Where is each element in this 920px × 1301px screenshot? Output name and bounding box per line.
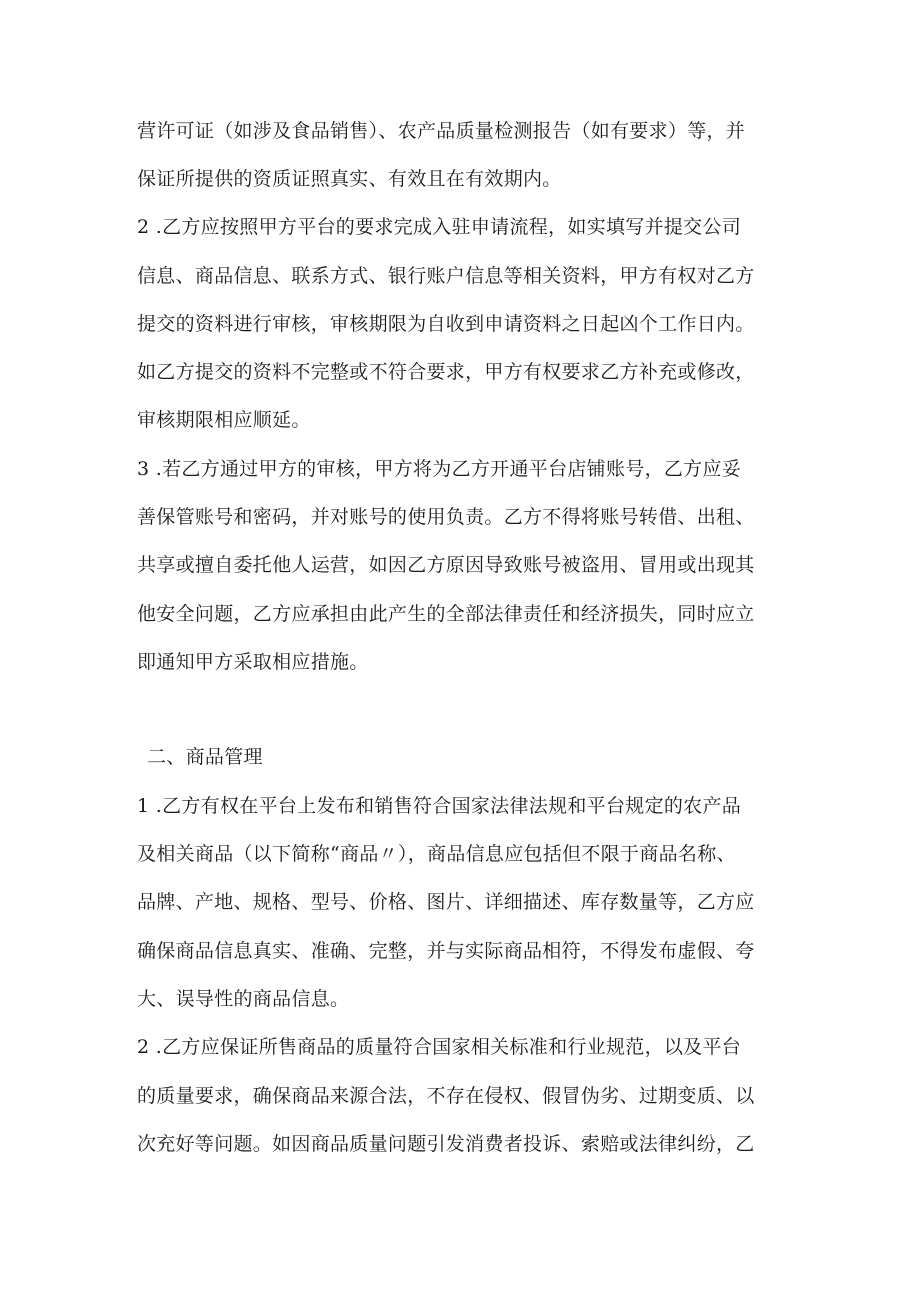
- text-line: 确保商品信息真实、准确、完整，并与实际商品相符，不得发布虚假、夸: [137, 940, 755, 962]
- text-line: 提交的资料进行审核，审核期限为自收到申请资料之日起凶个工作日内。: [137, 313, 755, 335]
- text-line: 2 .乙方应保证所售商品的质量符合国家相关标准和行业规范，以及平台: [137, 1036, 742, 1058]
- text-line: 营许可证（如涉及食品销售）、农产品质量检测报告（如有要求）等，并: [137, 120, 746, 142]
- text-line: 信息、商品信息、联系方式、银行账户信息等相关资料，甲方有权对乙方: [137, 265, 755, 287]
- text-line: 及相关商品（以下简称“商品〃），商品信息应包括但不限于商品名称、: [137, 843, 736, 865]
- text-line: 即通知甲方采取相应措施。: [137, 651, 369, 673]
- text-line: 的质量要求，确保商品来源合法，不存在侵权、假冒伪劣、过期变质、以: [137, 1085, 755, 1107]
- text-line: 审核期限相应顺延。: [137, 409, 311, 431]
- text-line: 如乙方提交的资料不完整或不符合要求，甲方有权要求乙方补充或修改，: [137, 361, 755, 383]
- text-line: 他安全问题，乙方应承担由此产生的全部法律责任和经济损失，同时应立: [137, 603, 755, 625]
- text-line: 品牌、产地、规格、型号、价格、图片、详细描述、库存数量等，乙方应: [137, 891, 755, 913]
- text-line: 3 .若乙方通过甲方的审核，甲方将为乙方开通平台店铺账号，乙方应妥: [137, 458, 742, 480]
- text-line: 共享或擅自委托他人运营，如因乙方原因导致账号被盗用、冒用或出现其: [137, 554, 755, 576]
- text-line: 次充好等问题。如因商品质量问题引发消费者投诉、索赔或法律纠纷，乙: [137, 1133, 755, 1155]
- section-heading: 二、商品管理: [147, 746, 263, 768]
- text-line: 善保管账号和密码，并对账号的使用负责。乙方不得将账号转借、出租、: [137, 506, 755, 528]
- text-line: 1 .乙方有权在平台上发布和销售符合国家法律法规和平台规定的农产品: [137, 795, 742, 817]
- text-line: 保证所提供的资质证照真实、有效且在有效期内。: [137, 168, 562, 190]
- text-line: 大、误导性的商品信息。: [137, 988, 350, 1010]
- text-line: 2 .乙方应按照甲方平台的要求完成入驻申请流程，如实填写并提交公司: [137, 216, 742, 238]
